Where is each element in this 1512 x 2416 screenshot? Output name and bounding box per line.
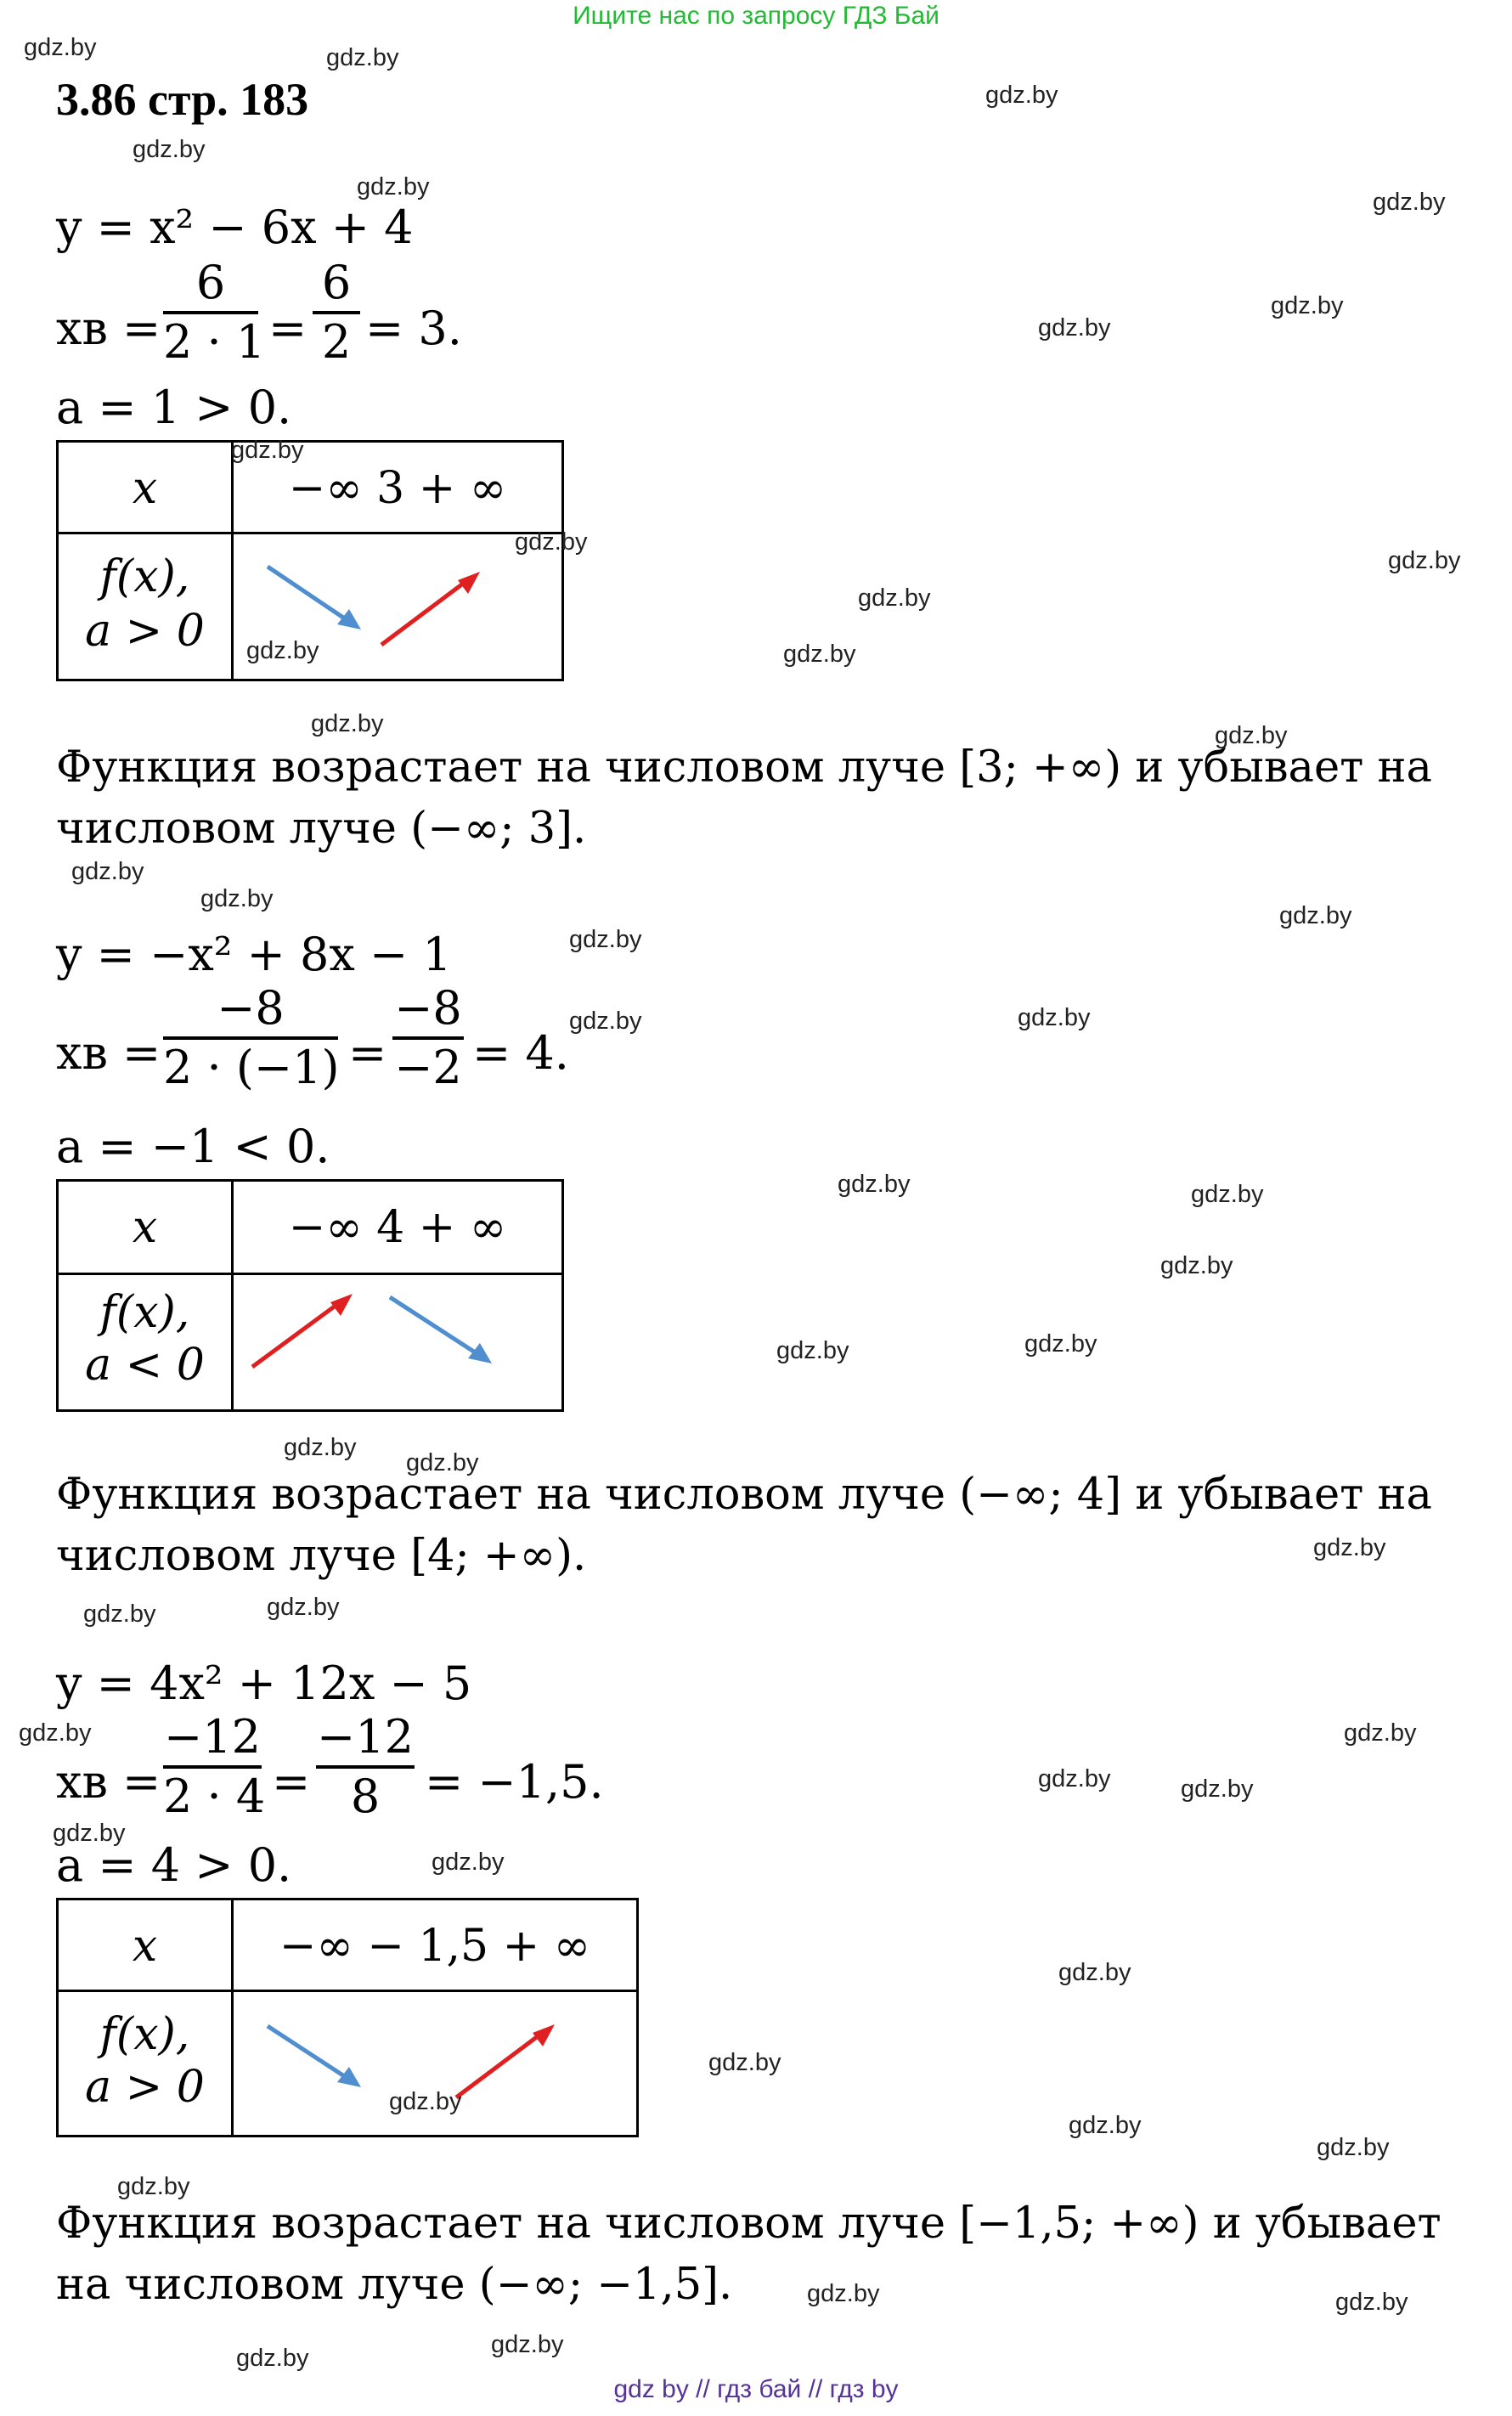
part-b-vertex-lhs: xв = [56, 1026, 161, 1080]
watermark: gdz.by [1191, 1181, 1264, 1208]
watermark: gdz.by [311, 710, 384, 737]
table-range: −∞ 3 + ∞ [288, 463, 507, 514]
watermark: gdz.by [1038, 314, 1111, 342]
watermark: gdz.by [858, 584, 931, 612]
part-a-eq-sign: = [268, 302, 307, 355]
part-c-conclusion: Функция возрастает на числовом луче [−1,5; +∞) и убывает на числовом луче (−∞; −1,5]. [56, 2199, 1441, 2310]
watermark: gdz.by [1215, 722, 1288, 749]
watermark: gdz.by [267, 1594, 340, 1621]
decrease-arrow [268, 2026, 361, 2087]
part-c-vertex-lhs: xв = [56, 1755, 161, 1809]
decrease-arrow [390, 1297, 492, 1363]
watermark: gdz.by [838, 1171, 911, 1198]
watermark: gdz.by [1181, 1775, 1254, 1803]
watermark: gdz.by [708, 2049, 781, 2076]
part-a-equation: y = x² − 6x + 4 [56, 200, 414, 254]
watermark: gdz.by [1344, 1719, 1417, 1747]
watermark: gdz.by [1038, 1765, 1111, 1792]
watermark: gdz.by [326, 44, 399, 71]
table-a-label: a > 0 [85, 2062, 205, 2113]
table-f-label: f(x), [99, 2009, 190, 2060]
part-b-fraction-1: $\frac{-8}{2 \cdot (-1)}$ [163, 981, 340, 1094]
decrease-arrow [268, 567, 361, 629]
watermark: gdz.by [1388, 547, 1461, 574]
part-c-fraction-2: $\frac{-12}{8}$ [317, 1710, 414, 1823]
part-c-coefficient: a = 4 > 0. [56, 1838, 292, 1892]
part-a-vertex-result: = 3. [365, 302, 462, 355]
watermark: gdz.by [200, 885, 274, 912]
watermark: gdz.by [71, 858, 144, 885]
table-x-label: x [132, 1202, 158, 1253]
top-banner[interactable]: Ищите нас по запросу ГДЗ Бай [573, 2, 939, 30]
table-a-label: a < 0 [85, 1340, 205, 1391]
table-x-label: x [132, 1921, 158, 1972]
increase-arrow [381, 572, 480, 645]
watermark: gdz.by [1160, 1252, 1233, 1279]
part-b-equation: y = −x² + 8x − 1 [56, 928, 452, 981]
part-b-coefficient: a = −1 < 0. [56, 1120, 330, 1173]
table-range: −∞ 4 + ∞ [288, 1202, 507, 1253]
part-a-coefficient: a = 1 > 0. [56, 381, 292, 434]
watermark: gdz.by [491, 2331, 564, 2358]
part-a-vertex-lhs: xв = [56, 302, 161, 355]
part-b-eq-sign: = [348, 1026, 387, 1080]
table-range: −∞ − 1,5 + ∞ [279, 1921, 591, 1972]
watermark: gdz.by [19, 1719, 92, 1747]
monotonicity-arrows [234, 1275, 561, 1409]
part-b-sign-table [56, 1179, 564, 1412]
watermark: gdz.by [1279, 902, 1352, 929]
part-c-equation: y = 4x² + 12x − 5 [56, 1657, 472, 1710]
watermark: gdz.by [569, 1008, 642, 1035]
watermark: gdz.by [569, 926, 642, 953]
watermark: gdz.by [1271, 292, 1344, 319]
watermark: gdz.by [236, 2345, 309, 2372]
watermark: gdz.by [133, 136, 206, 163]
watermark: gdz.by [1018, 1004, 1091, 1031]
part-b-vertex-result: = 4. [472, 1026, 569, 1080]
watermark: gdz.by [1317, 2134, 1390, 2161]
watermark: gdz.by [1058, 1959, 1131, 1986]
watermark: gdz.by [231, 437, 304, 464]
watermark: gdz.by [246, 637, 319, 664]
table-a-label: a > 0 [85, 606, 205, 657]
watermark: gdz.by [53, 1820, 126, 1847]
watermark: gdz.by [24, 34, 97, 61]
increase-arrow [252, 1294, 353, 1367]
part-b-conclusion: Функция возрастает на числовом луче (−∞; 4] и убывает на числовом луче [4; +∞). [56, 1470, 1432, 1581]
part-c-vertex-result: = −1,5. [425, 1755, 604, 1809]
watermark: gdz.by [1373, 189, 1446, 216]
watermark: gdz.by [389, 2088, 462, 2115]
table-f-label: f(x), [99, 1287, 190, 1338]
watermark: gdz.by [776, 1337, 849, 1364]
part-c-fraction-1: $\frac{-12}{2 \cdot 4}$ [163, 1710, 266, 1823]
part-a-fraction-2: $\frac{6}{2}$ [313, 255, 360, 370]
watermark: gdz.by [406, 1449, 479, 1476]
part-c-eq-sign: = [272, 1755, 311, 1809]
watermark: gdz.by [1313, 1534, 1386, 1561]
part-a-conclusion: Функция возрастает на числовом луче [3; +∞) и убывает на числовом луче (−∞; 3]. [56, 742, 1432, 854]
increase-arrow [456, 2024, 555, 2097]
watermark: gdz.by [432, 1849, 505, 1876]
watermark: gdz.by [807, 2280, 880, 2307]
watermark: gdz.by [1069, 2112, 1142, 2139]
watermark: gdz.by [357, 173, 430, 200]
watermark: gdz.by [284, 1434, 357, 1461]
table-x-label: x [132, 463, 158, 514]
watermark: gdz.by [783, 641, 856, 668]
page-title: 3.86 стр. 183 [56, 74, 309, 125]
part-c-sign-table [56, 1898, 639, 2137]
watermark: gdz.by [1024, 1330, 1097, 1358]
part-b-fraction-2: $\frac{-8}{-2}$ [392, 980, 464, 1096]
table-f-label: f(x), [99, 551, 190, 602]
watermark: gdz.by [117, 2173, 190, 2200]
watermark: gdz.by [1335, 2289, 1408, 2316]
bottom-banner[interactable]: gdz by // гдз бай // гдз by [613, 2375, 899, 2403]
watermark: gdz.by [83, 1600, 156, 1628]
part-a-fraction-1: $\frac{6}{2 \cdot 1}$ [163, 256, 266, 369]
watermark: gdz.by [515, 528, 588, 556]
watermark: gdz.by [985, 82, 1058, 109]
